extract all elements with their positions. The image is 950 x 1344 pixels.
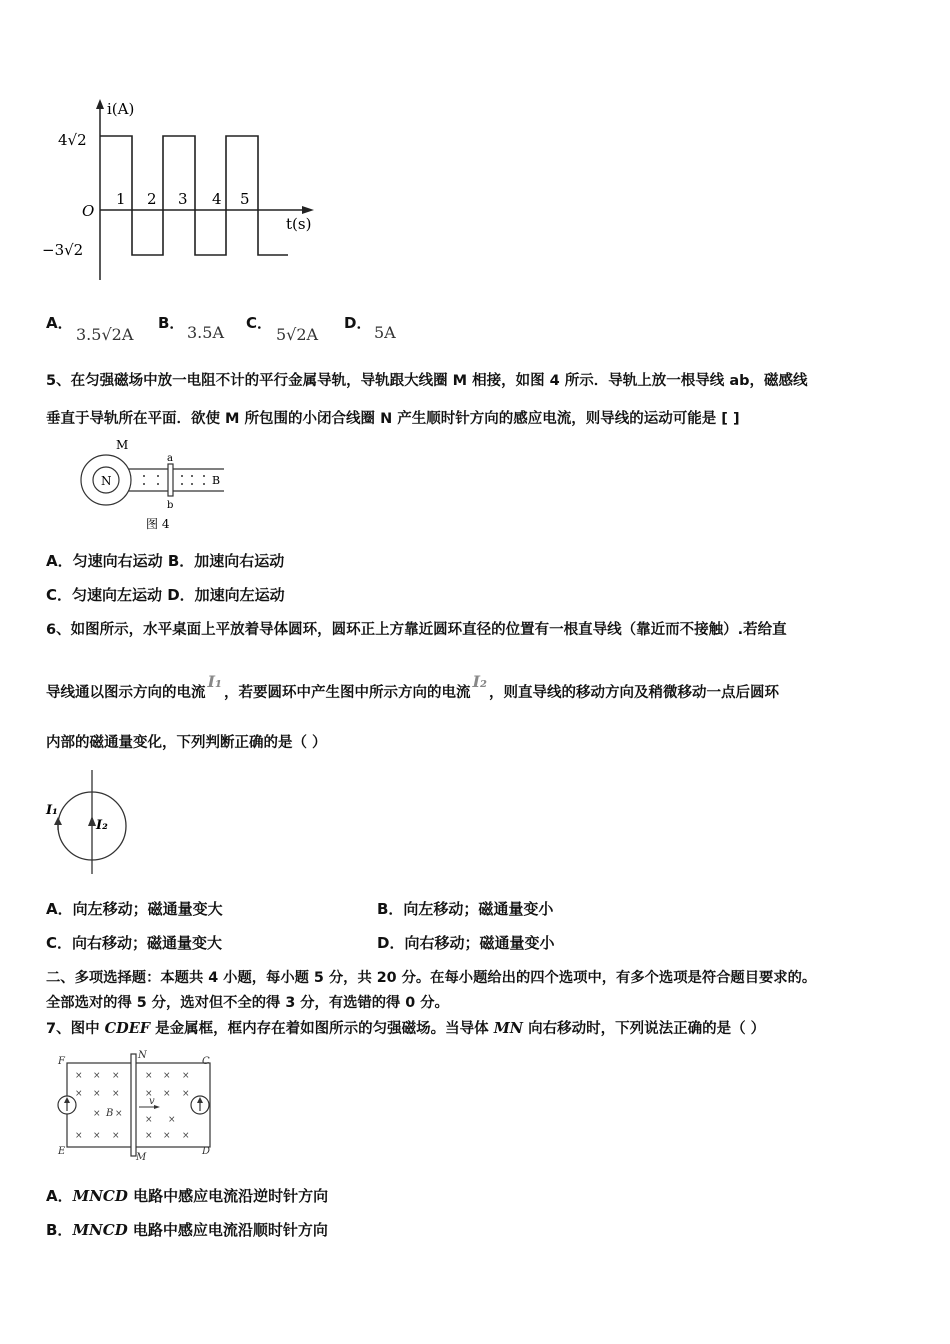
section2-heading-line1: 二、多项选择题：本题共 4 小题，每小题 5 分，共 20 分。在每小题给出的四个选项中，有多个选项是符合题目要求的。 [46, 970, 817, 986]
svg-text:×: × [112, 1089, 120, 1099]
svg-text:×: × [115, 1109, 123, 1119]
q6-text-line3: 内部的磁通量变化，下列判断正确的是（ ） [46, 735, 327, 751]
y-top-label: 4√2 [58, 131, 87, 149]
q7-figure [52, 1050, 222, 1164]
label-e: E [58, 1146, 66, 1157]
q5-options-row2: C．匀速向左运动 D．加速向左运动 [46, 586, 285, 604]
current-time-graph [40, 95, 330, 285]
svg-text:×: × [145, 1071, 153, 1081]
q5-text-line2: 垂直于导轨所在平面．欲使 M 所包围的小闭合线圈 N 产生顺时针方向的感应电流，则导线的运动可能是 [ ] [46, 411, 740, 427]
q6-figure [44, 768, 134, 876]
svg-text:×: × [93, 1109, 101, 1119]
q4-option-d-value: 5A [374, 323, 396, 342]
label-d: D [202, 1146, 211, 1157]
label-m: M [136, 1152, 147, 1163]
svg-text:×: × [163, 1131, 171, 1141]
y-axis-arrow [96, 99, 104, 109]
label-v: v [149, 1096, 155, 1107]
y-axis-label: i(A) [107, 100, 135, 118]
q6-option-a: A．向左移动；磁通量变大 [46, 900, 223, 918]
svg-text:×: × [145, 1131, 153, 1141]
q7-option-b-text: 电路中感应电流沿顺时针方向 [127, 1221, 328, 1239]
q7-cdef: CDEF [104, 1020, 151, 1037]
label-b: b [167, 500, 174, 511]
field-dots [143, 475, 205, 485]
svg-text:×: × [112, 1131, 120, 1141]
svg-text:×: × [75, 1071, 83, 1081]
svg-text:×: × [93, 1071, 101, 1081]
q7-suffix: 向右移动时，下列说法正确的是（ ） [523, 1021, 766, 1037]
square-wave [100, 136, 288, 255]
x-tick-5: 5 [240, 190, 250, 208]
svg-text:×: × [182, 1089, 190, 1099]
q4-option-b-letter: B． [158, 314, 185, 332]
label-f: F [58, 1056, 65, 1067]
svg-text:×: × [93, 1089, 101, 1099]
q6-line2-part-a: 导线通以图示方向的电流 [46, 685, 206, 701]
q6-symbol-i2: I₁ [207, 672, 222, 691]
svg-text:×: × [182, 1071, 190, 1081]
coil-n-label: N [101, 474, 112, 488]
q5-text-line1: 5、在匀强磁场中放一电阻不计的平行金属导轨，导轨跟大线圈 M 相接，如图 4 所示．导轨上放一根导线 ab，磁感线 [46, 373, 808, 389]
q7-option-b-letter: B． [46, 1221, 73, 1239]
figure-caption: 图 4 [146, 517, 170, 531]
q4-option-c-letter: C． [246, 314, 273, 332]
origin-label: O [82, 202, 95, 220]
q6-text-line2 [46, 672, 779, 702]
q6-option-c: C．向右移动；磁通量变大 [46, 934, 223, 952]
label-a: a [167, 453, 173, 464]
coil-m-label: M [116, 438, 129, 452]
q7-text [46, 1017, 765, 1038]
svg-text:×: × [112, 1071, 120, 1081]
svg-text:×: × [75, 1089, 83, 1099]
q6-line2-part-c: ，则直导线的移动方向及稍微移动一点后圆环 [489, 685, 779, 701]
svg-text:×: × [75, 1131, 83, 1141]
svg-text:×: × [168, 1115, 176, 1125]
label-c: C [202, 1056, 210, 1067]
q7-mid: 是金属框，框内存在着如图所示的匀强磁场。当导体 [150, 1021, 494, 1037]
label-field-b: B [212, 474, 221, 487]
q5-options-row1: A．匀速向右运动 B．加速向右运动 [46, 552, 285, 570]
label-b: B [106, 1108, 114, 1119]
q7-option-b-mncd: MNCD [72, 1221, 128, 1239]
x-tick-2: 2 [147, 190, 157, 208]
x-axis-label: t(s) [286, 215, 312, 233]
q4-option-a-letter: A． [46, 314, 73, 332]
x-tick-3: 3 [178, 190, 188, 208]
q7-option-a-text: 电路中感应电流沿逆时针方向 [127, 1187, 329, 1205]
q6-option-d: D．向右移动；磁通量变小 [377, 934, 555, 952]
q6-symbol-i1: I₂ [472, 672, 487, 691]
label-i2: I₂ [96, 818, 108, 833]
svg-text:×: × [145, 1115, 153, 1125]
q6-option-b: B．向左移动；磁通量变小 [377, 900, 554, 918]
q4-option-a-value: 3.5√2A [76, 325, 134, 344]
q7-option-a-mncd: MNCD [72, 1187, 128, 1205]
conductor-ab [168, 464, 173, 496]
q7-option-a-letter: A． [46, 1187, 73, 1205]
section2-heading-line2: 全部选对的得 5 分，选对但不全的得 3 分，有选错的得 0 分。 [46, 995, 449, 1011]
q6-line2-part-b: ，若要圆环中产生图中所示方向的电流 [224, 685, 471, 701]
svg-text:×: × [182, 1131, 190, 1141]
q7-option-a [46, 1185, 328, 1206]
q7-prefix: 7、图中 [46, 1021, 105, 1037]
svg-text:×: × [163, 1089, 171, 1099]
ring-current-arrow [54, 817, 62, 825]
q5-figure [76, 437, 236, 533]
q7-option-b [46, 1219, 328, 1240]
x-axis-arrow [302, 206, 314, 214]
q4-option-b-value: 3.5A [187, 323, 224, 342]
svg-text:×: × [145, 1089, 153, 1099]
q4-option-c-value: 5√2A [276, 325, 319, 344]
wire-current-arrow [88, 816, 96, 826]
q4-option-d-letter: D． [344, 314, 372, 332]
q6-text-line1: 6、如图所示，水平桌面上平放着导体圆环，圆环正上方靠近圆环直径的位置有一根直导线（靠近而不接触）.若给直 [46, 622, 787, 638]
conductor-mn [131, 1054, 136, 1156]
label-n: N [138, 1050, 147, 1061]
svg-text:×: × [93, 1131, 101, 1141]
label-i1: I₁ [46, 803, 58, 818]
x-tick-4: 4 [212, 190, 222, 208]
y-bottom-label: −3√2 [42, 241, 84, 259]
svg-text:×: × [163, 1071, 171, 1081]
x-tick-1: 1 [116, 190, 126, 208]
q7-mn: MN [493, 1020, 524, 1037]
